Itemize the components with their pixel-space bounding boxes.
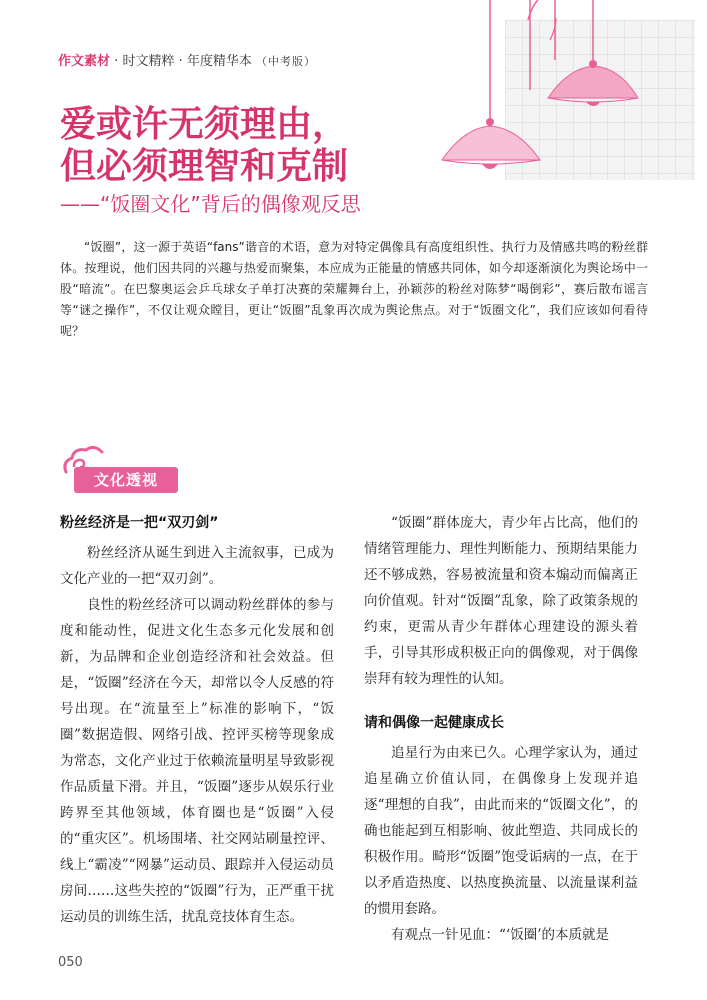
- page-number: 050: [58, 955, 83, 970]
- header-separator: ·: [178, 54, 183, 69]
- body-paragraph: 有观点一针见血：“‘饭圈’的本质就是: [391, 927, 609, 943]
- body-paragraph: “饭圈”群体庞大，青少年占比高，他们的情绪管理能力、理性判断能力、预期结果能力还不够成熟，容易被流量和资本煽动而偏离正向价值观。针对“饭圈”乱象，除了政策条规的约束，更需从青少年群体心理建设的源头着手，引导其形成积极正向的偶像观，对于偶像崇拜有较为理性的认知。: [364, 515, 638, 687]
- body-paragraph: 粉丝经济从诞生到进入主流叙事，已成为文化产业的一把“双刃剑”。: [60, 545, 334, 587]
- left-column: [60, 510, 334, 930]
- pendant-lamp-icon: [430, 0, 707, 200]
- section-heading: 请和偶像一起健康成长: [364, 715, 504, 731]
- section-badge: [60, 444, 190, 496]
- badge-label: 文化透视: [93, 471, 158, 489]
- badge-background: [74, 467, 178, 493]
- intro-text: “饭圈”，这一源于英语“fans”谐音的术语，意为对特定偶像具有高度组织性、执行力及情感共鸣的粉丝群体。按理说，他们因共同的兴趣与热爱而聚集，本应成为正能量的情感共同体，如今却逐渐演化为舆论场中一股“暗流”。在巴黎奥运会乒乓球女子单打决赛的荣耀舞台上，孙颖莎的粉丝对陈梦“喝倒彩”，赛后散布谣言等“谜之操作”，不仅让观众瞠目，更让“饭圈”乱象再次成为舆论焦点。对于“饭圈文化”，我们应该如何看待呢？: [60, 240, 648, 338]
- header-edition: （中考版）: [256, 55, 317, 68]
- header-section: 作文素材: [58, 54, 111, 69]
- intro-paragraph: [60, 237, 648, 342]
- article-title: [60, 104, 348, 188]
- section-heading: 粉丝经济是一把“双刃剑”: [60, 515, 219, 531]
- running-header: [58, 50, 316, 69]
- title-line-1: 爱或许无须理由，: [60, 104, 349, 145]
- article-subtitle: ——“饭圈文化”背后的偶像观反思: [60, 192, 361, 216]
- right-column: [364, 510, 638, 948]
- body-paragraph: 追星行为由来已久。心理学家认为，通过追星确立价值认同，在偶像身上发现并追逐“理想的自我”，由此而来的“饭圈文化”，的确也能起到互相影响、彼此塑造、共同成长的积极作用。畸形“饭圈”饱受诟病的一点，在于以矛盾造热度、以热度换流量、以流量谋利益的惯用套路。: [364, 745, 638, 917]
- body-paragraph: 良性的粉丝经济可以调动粉丝群体的参与度和能动性，促进文化生态多元化发展和创新，为品牌和企业创造经济和社会效益。但是，“饭圈”经济在今天，却常以令人反感的符号出现。在“流量至上”标准的影响下，“饭圈”数据造假、网络引战、控评买榜等现象成为常态，文化产业过于依赖流量明星导致影视作品质量下滑。并且，“饭圈”逐步从娱乐行业跨界至其他领域，体育圈也是“饭圈”入侵的“重灾区”。机场围堵、社交网站刷量控评、线上“霸凌”“网暴”运动员、跟踪并入侵运动员房间……这些失控的“饭圈”行为，正严重干扰运动员的训练生活，扰乱竞技体育生态。: [60, 597, 334, 925]
- title-line-2: 但必须理智和克制: [60, 146, 349, 187]
- header-part: 年度精华本: [186, 54, 252, 69]
- header-part: 时文精粹: [122, 54, 175, 69]
- header-separator: ·: [114, 54, 119, 69]
